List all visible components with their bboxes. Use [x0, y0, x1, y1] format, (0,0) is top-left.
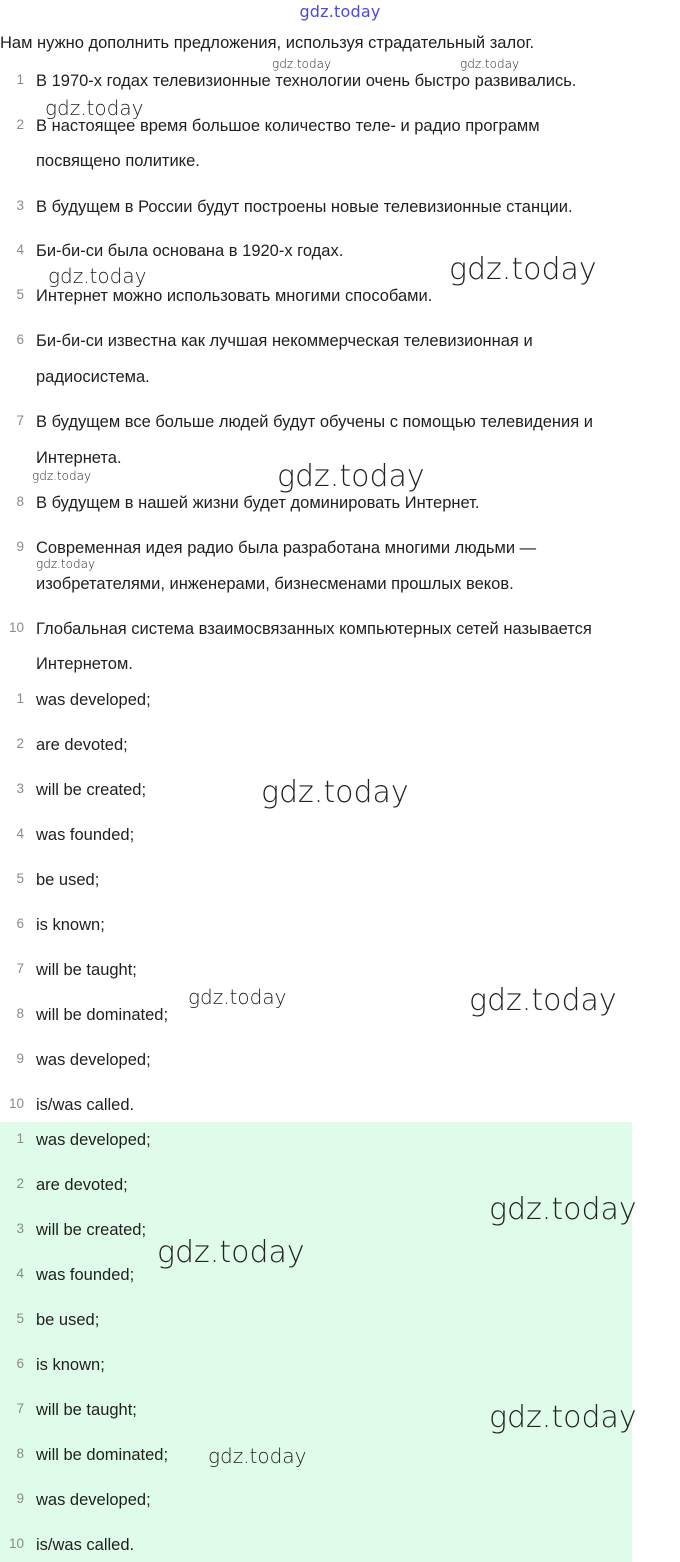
- answer-text: is/was called.: [36, 1096, 135, 1114]
- task-instruction: Нам нужно дополнить предложения, используя страдательный залог.: [0, 34, 535, 52]
- watermark: gdz.today: [45, 96, 144, 120]
- watermark: gdz.today: [261, 775, 409, 810]
- sentence-text-continued: изобретателями, инженерами, бизнесменами прошлых веков.: [36, 575, 514, 593]
- answer-text: be used;: [36, 1311, 100, 1329]
- answer-text: will be dominated;: [36, 1446, 169, 1464]
- answer-text: was founded;: [36, 1266, 135, 1284]
- item-number: 1: [16, 72, 24, 87]
- item-number: 4: [16, 826, 24, 841]
- sentence-text: В 1970-х годах телевизионные технологии очень быстро развивались.: [36, 72, 577, 90]
- answer-text: are devoted;: [36, 736, 128, 754]
- item-number: 1: [16, 691, 24, 706]
- sentence-text-continued: Интернетом.: [36, 655, 133, 673]
- watermark: gdz.today: [157, 1235, 305, 1270]
- watermark: gdz.today: [449, 252, 597, 287]
- item-number: 7: [16, 413, 24, 428]
- item-number: 3: [16, 198, 24, 213]
- answer-text: is known;: [36, 1356, 105, 1374]
- item-number: 1: [16, 1131, 24, 1146]
- item-number: 5: [16, 1311, 24, 1326]
- watermark: gdz.today: [188, 985, 287, 1009]
- answer-text: will be taught;: [36, 961, 137, 979]
- item-number: 9: [16, 539, 24, 554]
- item-number: 4: [16, 1266, 24, 1281]
- answer-text: will be taught;: [36, 1401, 137, 1419]
- item-number: 10: [8, 1096, 24, 1111]
- sentence-text: Би-би-си была основана в 1920-х годах.: [36, 242, 344, 260]
- item-number: 2: [16, 117, 24, 132]
- watermark: gdz.today: [48, 264, 147, 288]
- sentence-text: В будущем все больше людей будут обучены с помощью телевидения и: [36, 413, 593, 431]
- item-number: 6: [16, 332, 24, 347]
- item-number: 5: [16, 871, 24, 886]
- sentence-text: Интернет можно использовать многими способами.: [36, 287, 433, 305]
- watermark: gdz.today: [36, 557, 96, 571]
- site-logo[interactable]: gdz.today: [299, 2, 381, 21]
- watermark: gdz.today: [489, 1192, 637, 1227]
- sentence-text-continued: посвящено политике.: [36, 152, 200, 170]
- item-number: 2: [16, 1176, 24, 1191]
- item-number: 4: [16, 242, 24, 257]
- watermark: gdz.today: [469, 983, 617, 1018]
- answer-text: will be created;: [36, 1221, 147, 1239]
- watermark: gdz.today: [277, 459, 425, 494]
- answer-text: is known;: [36, 916, 105, 934]
- sentence-text: В будущем в нашей жизни будет доминировать Интернет.: [36, 494, 480, 512]
- item-number: 7: [16, 1401, 24, 1416]
- item-number: 10: [8, 1536, 24, 1551]
- answer-text: was developed;: [36, 1051, 151, 1069]
- sentence-text: В настоящее время большое количество теле- и радио программ: [36, 117, 540, 135]
- answer-text: is/was called.: [36, 1536, 135, 1554]
- answer-text: was developed;: [36, 1131, 151, 1149]
- item-number: 7: [16, 961, 24, 976]
- item-number: 3: [16, 1221, 24, 1236]
- item-number: 9: [16, 1491, 24, 1506]
- sentence-text: Современная идея радио была разработана многими людьми —: [36, 539, 537, 557]
- item-number: 5: [16, 287, 24, 302]
- item-number: 8: [16, 494, 24, 509]
- sentence-text-continued: радиосистема.: [36, 368, 150, 386]
- watermark: gdz.today: [272, 57, 332, 71]
- watermark: gdz.today: [489, 1400, 637, 1435]
- item-number: 8: [16, 1446, 24, 1461]
- answer-text: be used;: [36, 871, 100, 889]
- item-number: 2: [16, 736, 24, 751]
- sentence-text: Глобальная система взаимосвязанных компьютерных сетей называется: [36, 620, 592, 638]
- sentence-text: В будущем в России будут построены новые телевизионные станции.: [36, 198, 573, 216]
- item-number: 6: [16, 1356, 24, 1371]
- answer-text: was developed;: [36, 1491, 151, 1509]
- answer-text: are devoted;: [36, 1176, 128, 1194]
- item-number: 9: [16, 1051, 24, 1066]
- watermark: gdz.today: [208, 1444, 307, 1468]
- sentence-text-continued: Интернета.: [36, 449, 122, 467]
- watermark: gdz.today: [460, 57, 520, 71]
- answer-text: will be created;: [36, 781, 147, 799]
- answer-text: will be dominated;: [36, 1006, 169, 1024]
- answer-text: was developed;: [36, 691, 151, 709]
- answer-text: was founded;: [36, 826, 135, 844]
- watermark: gdz.today: [32, 469, 92, 483]
- item-number: 6: [16, 916, 24, 931]
- item-number: 8: [16, 1006, 24, 1021]
- item-number: 3: [16, 781, 24, 796]
- sentence-text: Би-би-си известна как лучшая некоммерческая телевизионная и: [36, 332, 533, 350]
- item-number: 10: [8, 620, 24, 635]
